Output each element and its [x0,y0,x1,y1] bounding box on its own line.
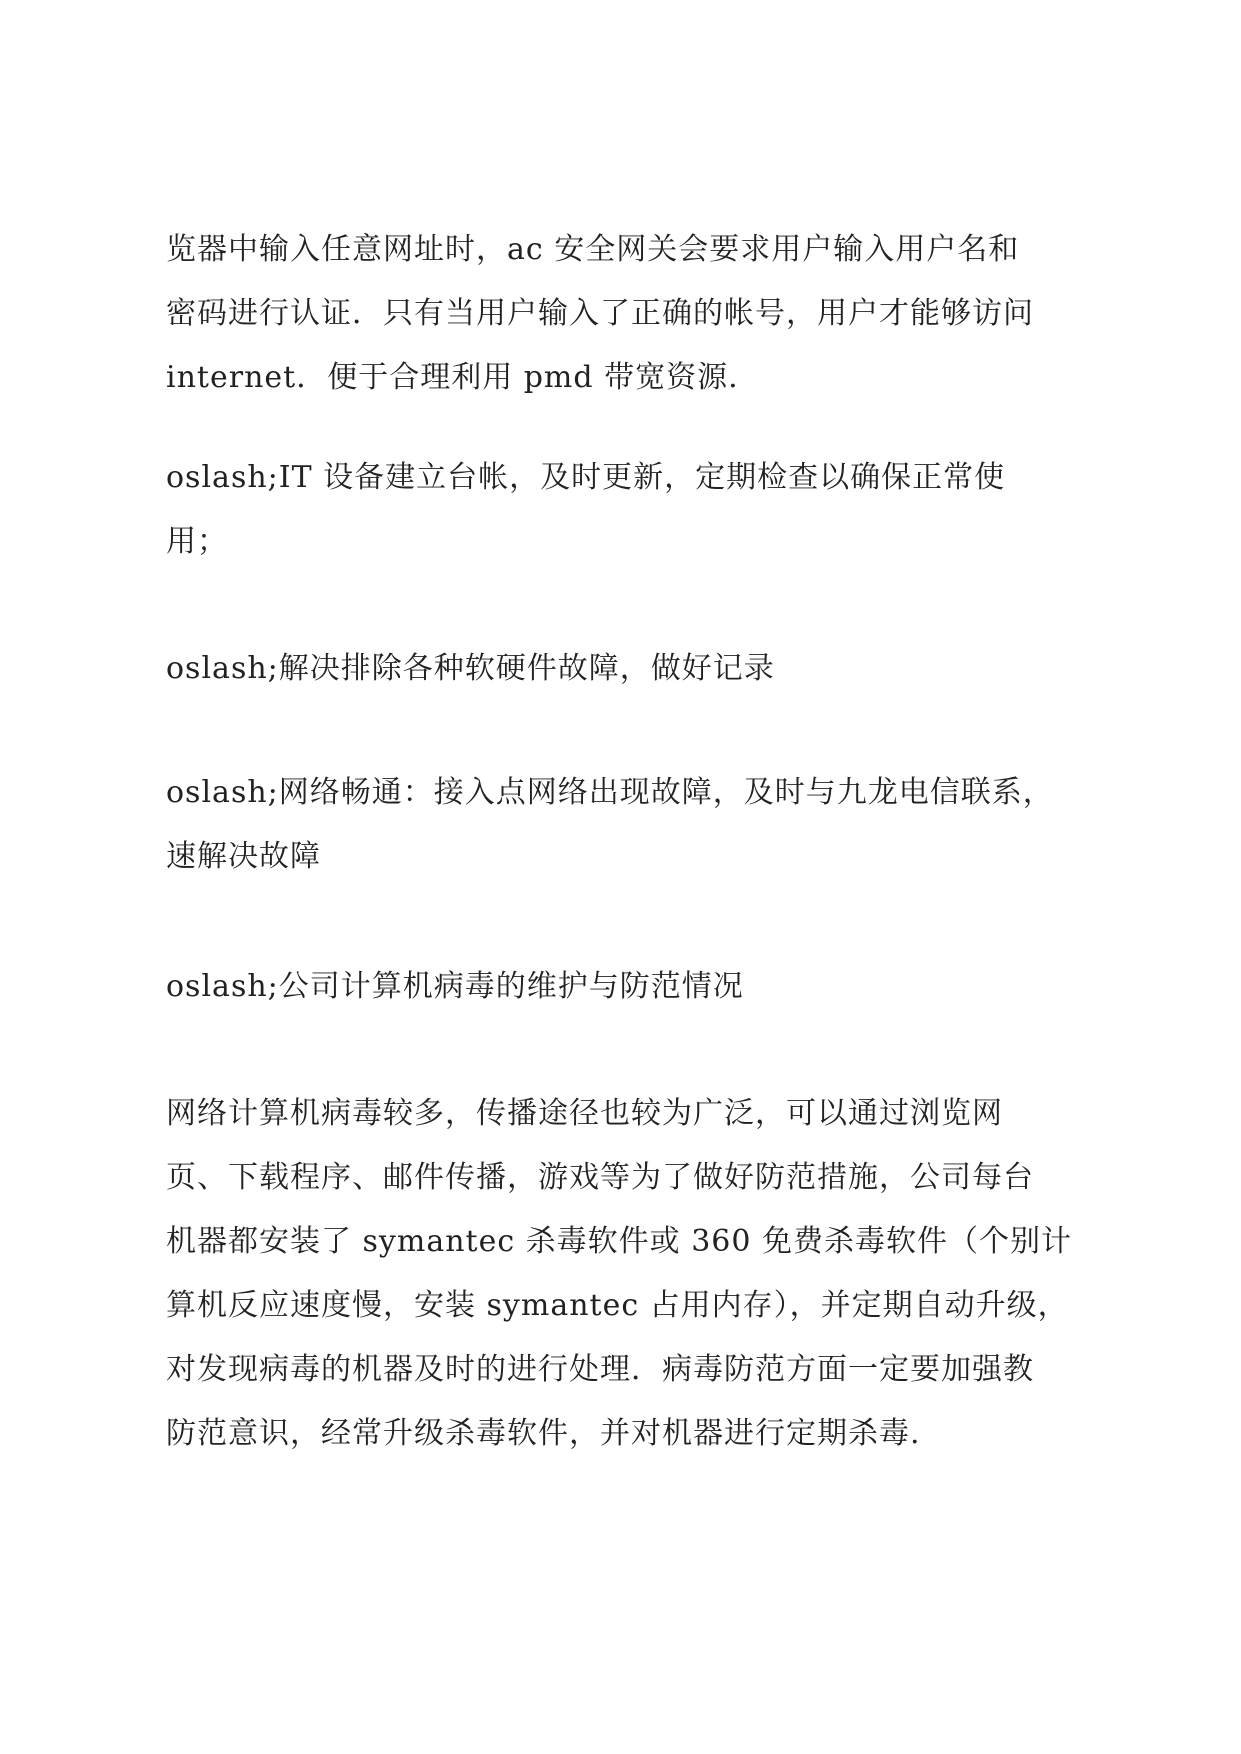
paragraph-it-ledger [166,446,1096,574]
text-line: 速解决故障 [166,839,321,874]
text-line: 览器中输入任意网址时，ac 安全网关会要求用户输入用户名和 [166,232,1020,267]
text-line: 机器都安装了 symantec 杀毒软件或 360 免费杀毒软件（个别计 [166,1224,1073,1259]
text-line: oslash;网络畅通：接入点网络出现故障，及时与九龙电信联系， [166,775,1054,810]
text-line: 防范意识，经常升级杀毒软件，并对机器进行定期杀毒. [166,1416,921,1451]
text-line: 算机反应速度慢，安装 symantec 占用内存），并定期自动升级， [166,1288,1069,1323]
text-line: oslash;公司计算机病毒的维护与防范情况 [166,969,744,1004]
text-line: 用； [166,524,228,559]
text-line: 网络计算机病毒较多，传播途径也较为广泛，可以通过浏览网 [166,1096,1003,1131]
paragraph-authentication [166,218,1096,410]
paragraph-virus-details [166,1082,1096,1466]
paragraph-virus-heading [166,955,1096,1019]
paragraph-network [166,761,1096,889]
text-line: oslash;解决排除各种软硬件故障，做好记录 [166,651,775,686]
text-line: 对发现病毒的机器及时的进行处理．病毒防范方面一定要加强教 [166,1352,1034,1387]
paragraph-fault-handling [166,637,1096,701]
text-line: internet．便于合理利用 pmd 带宽资源. [166,360,739,395]
text-line: oslash;IT 设备建立台帐，及时更新，定期检查以确保正常使 [166,460,1006,495]
text-line: 页、下载程序、邮件传播，游戏等为了做好防范措施，公司每台 [166,1160,1034,1195]
text-line: 密码进行认证．只有当用户输入了正确的帐号，用户才能够访问 [166,296,1034,331]
